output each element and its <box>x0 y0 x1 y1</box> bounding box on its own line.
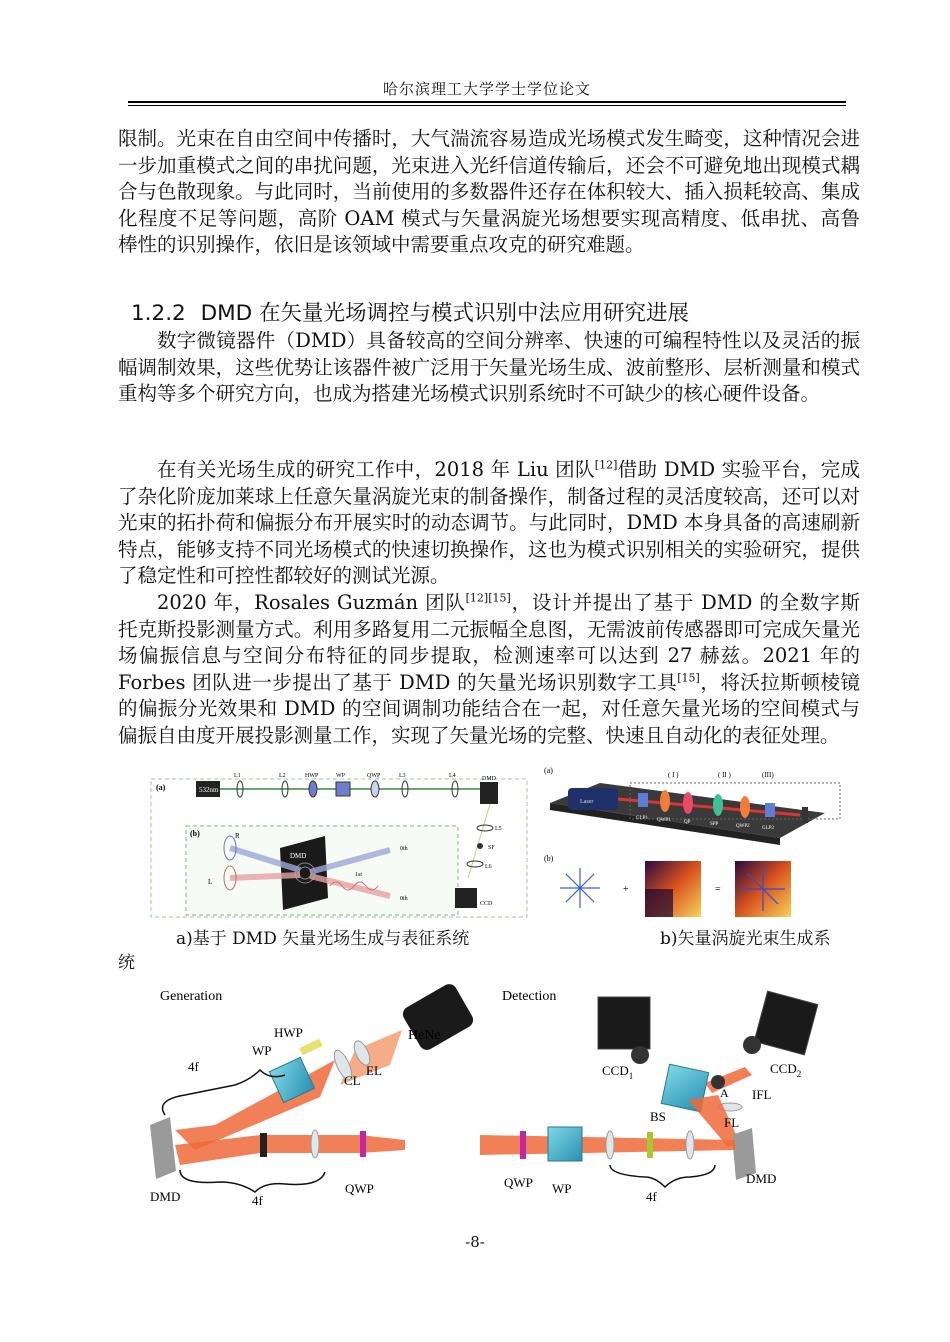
citation-12: [12] <box>594 458 618 472</box>
paragraph-4 <box>118 590 860 749</box>
det-a: A <box>720 1086 729 1100</box>
gen-hwp: HWP <box>274 1025 303 1040</box>
fig-b-group-2: ( II ) <box>718 771 731 779</box>
fig-b-equals: = <box>715 884 721 895</box>
header-rule-thin <box>128 105 846 106</box>
detection-setup <box>480 991 818 1204</box>
det-bs: BS <box>650 1109 666 1124</box>
figure-a-dmd-system <box>150 773 528 918</box>
det-wp: WP <box>552 1181 572 1196</box>
fig-a-hwp: HWP <box>305 773 319 779</box>
fig-a-R: R <box>235 832 240 840</box>
gen-4f-bottom: 4f <box>252 1193 263 1208</box>
citation-12-15: [12][15] <box>465 591 511 605</box>
fig-b-laser: Laser <box>580 799 594 805</box>
det-dmd: DMD <box>746 1171 777 1186</box>
paragraph-3-part-a: 在有关光场生成的研究工作中，2018 年 Liu 团队 <box>157 458 595 481</box>
gen-el: EL <box>366 1063 382 1078</box>
fig-a-0th-b: 0th <box>400 896 408 902</box>
paragraph-1: 限制。光束在自由空间中传播时，大气湍流容易造成光场模式发生畸变，这种情况会进一步加重模式之间的串扰问题，光束进入光纤信道传输后，还会不可避免地出现模式耦合与色散现象。与此同时，当前使用的多数器件还存在体积较大、插入损耗较高、集成化程度不足等问题，高阶 OAM 模式与矢量涡旋光场想要实现高精度、低串扰、高鲁棒性的识别操作，依旧是该领域中需要重点攻克的研究难题。 <box>118 127 860 256</box>
figure-b-vortex-system <box>540 763 830 921</box>
gen-qwp: QWP <box>345 1181 374 1196</box>
paragraph-3 <box>118 457 860 590</box>
fig-b-glp2: GLP2 <box>762 826 774 831</box>
gen-wp: WP <box>252 1043 272 1058</box>
section-title: DMD 在矢量光场调控与模式识别中法应用研究进展 <box>200 301 690 326</box>
fig-a-qwp: QWP <box>367 773 381 779</box>
paragraph-2: 数字微镜器件（DMD）具备较高的空间分辨率、快速的可编程特性以及灵活的振幅调制效果，这些优势让该器件被广泛用于矢量光场生成、波前整形、层析测量和模式重构等多个研究方向，也成为搭建光场模式识别系统时不可缺少的核心硬件设备。 <box>118 329 860 405</box>
det-4f: 4f <box>646 1189 657 1204</box>
fig-b-ccd: CCD <box>798 832 809 837</box>
generation-label: Generation <box>160 989 223 1004</box>
fig-b-group-1: ( I ) <box>668 771 679 779</box>
fig-b-glp1: GLP1 <box>636 816 648 821</box>
det-ccd1: $CCD_1$ <box>602 1063 634 1081</box>
header-rule-thick <box>128 101 846 103</box>
fig-b-spp: SPP <box>710 822 719 827</box>
fig-b-plus: + <box>623 884 629 895</box>
fig-b-qwp1: QWP1 <box>657 818 671 823</box>
fig-a-l1: L1 <box>234 773 241 779</box>
fig-a-dmd-b: DMD <box>290 852 307 860</box>
citation-15: [15] <box>677 671 700 684</box>
fig-a-l2: L2 <box>279 773 286 779</box>
paragraph-4-part-c: ，将沃拉斯顿棱镜的偏振分光效果和 DMD 的空间调制功能结合在一起，对任意矢量光场的空间模式与偏振自由度开展投影测量工作，实现了矢量光场的完整、快速且自动化的表征处理。 <box>118 670 860 747</box>
fig-a-ccd: CCD <box>480 901 493 907</box>
gen-hene: HeNe <box>408 1028 441 1043</box>
fig-a-l5: L5 <box>495 826 502 832</box>
caption-b: b)矢量涡旋光束生成系 <box>660 929 831 949</box>
fig-a-laser-label: 532nm <box>199 786 219 794</box>
section-number: 1.2.2 <box>131 301 186 326</box>
fig-a-l3: L3 <box>399 773 406 779</box>
paragraph-4-part-a: 2020 年，Rosales Guzmán 团队 <box>157 591 466 614</box>
fig-b-group-3: (III) <box>762 771 774 779</box>
generation-setup <box>150 981 476 1208</box>
radial-polarization-arrows <box>560 868 600 908</box>
det-qwp: QWP <box>504 1175 533 1190</box>
fig-a-l4: L4 <box>449 773 456 779</box>
fig-a-1st: 1st <box>355 872 363 878</box>
fig-a-sf: SF <box>488 845 495 851</box>
fig-a-wp: WP <box>336 773 345 779</box>
section-heading <box>131 296 689 327</box>
fig-b-panel-a: (a) <box>544 766 553 775</box>
gen-cl: CL <box>344 1073 361 1088</box>
gen-dmd: DMD <box>150 1189 181 1204</box>
det-ccd2: $CCD_2$ <box>770 1061 802 1079</box>
fig-a-L: L <box>208 878 213 886</box>
gen-4f-top: 4f <box>188 1059 199 1074</box>
caption-a: a)基于 DMD 矢量光场生成与表征系统 <box>176 929 470 949</box>
detection-label: Detection <box>502 989 557 1004</box>
fig-a-0th: 0th <box>400 846 408 852</box>
det-fl: FL <box>724 1115 740 1130</box>
fig-b-panel-b: (b) <box>544 854 554 863</box>
paragraph-3-part-b: 借助 DMD 实验平台，完成了杂化阶庞加莱球上任意矢量涡旋光束的制备操作，制备过程的灵活度较高，还可以对光束的拓扑荷和偏振分布开展实时的动态调节。与此同时，DMD 本身具备的高速刷新特点，能够支持不同光场模式的快速切换操作，这也为模式识别相关的实验研究，提供了稳定性和可控性都较好的测试光源。 <box>118 458 860 587</box>
caption-b-wrap: 统 <box>118 953 135 973</box>
det-ifl: IFL <box>752 1087 772 1102</box>
fig-a-panel-b: (b) <box>190 829 200 838</box>
fig-a-dmd-top: DMD <box>482 776 497 782</box>
fig-b-qwp2: QWP2 <box>736 824 750 829</box>
running-header: 哈尔滨理工大学学士学位论文 <box>382 80 591 98</box>
fig-a-l6: L6 <box>485 864 492 870</box>
fig-b-qp: QP <box>684 820 691 825</box>
page-number: -8- <box>465 1233 485 1251</box>
paragraph-4-part-b: ，设计并提出了基于 DMD 的全数字斯托克斯投影测量方式。利用多路复用二元振幅全息图，无需波前传感器即可完成矢量光场偏振信息与空间分布特征的同步提取，检测速率可以达到 27 赫兹。2021 年的 Forbes 团队进一步提出了基于 DMD 的矢量光场识别数字工具 <box>118 591 860 694</box>
fig-a-panel-a: (a) <box>156 783 166 792</box>
figure-c-generation-detection <box>140 975 820 1220</box>
